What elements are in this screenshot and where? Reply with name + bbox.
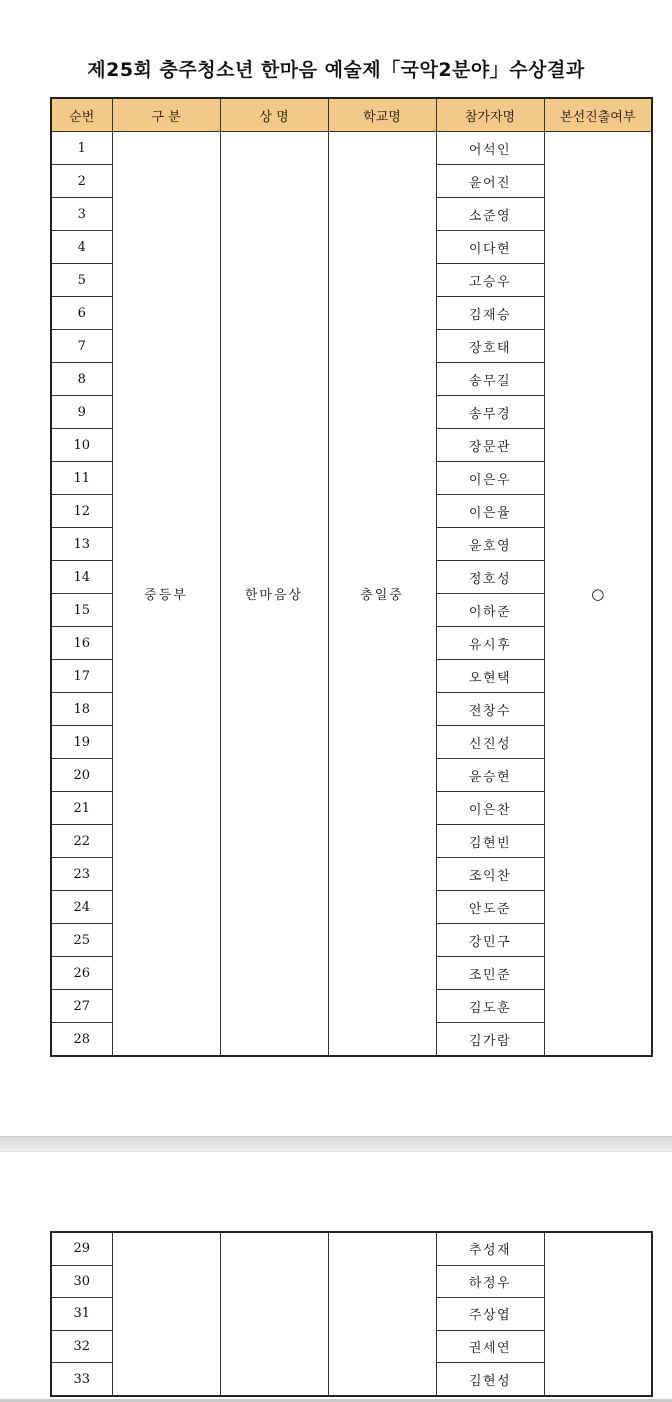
row-number: 9 (51, 396, 112, 429)
participant-name: 김도훈 (436, 990, 544, 1023)
row-number: 16 (51, 627, 112, 660)
participant-name: 전창수 (436, 693, 544, 726)
row-number: 11 (51, 462, 112, 495)
row-number: 19 (51, 726, 112, 759)
participant-name: 권세연 (436, 1330, 544, 1363)
participant-name: 윤어진 (436, 165, 544, 198)
page-break-divider (0, 1136, 672, 1152)
row-number: 17 (51, 660, 112, 693)
row-number: 26 (51, 957, 112, 990)
row-number: 8 (51, 363, 112, 396)
participant-name: 안도준 (436, 891, 544, 924)
row-number: 22 (51, 825, 112, 858)
row-number: 32 (51, 1330, 112, 1363)
row-number: 29 (51, 1232, 112, 1265)
participant-name: 송무경 (436, 396, 544, 429)
finals-status-cell-cont (544, 1232, 652, 1396)
division-cell: 중등부 (112, 132, 220, 1057)
participant-name: 이은율 (436, 495, 544, 528)
participant-name: 신진성 (436, 726, 544, 759)
row-number: 6 (51, 297, 112, 330)
participant-name: 이다현 (436, 231, 544, 264)
participant-name: 김재승 (436, 297, 544, 330)
participant-name: 조민준 (436, 957, 544, 990)
row-number: 31 (51, 1298, 112, 1331)
row-number: 2 (51, 165, 112, 198)
participant-name: 이은찬 (436, 792, 544, 825)
participant-name: 윤승현 (436, 759, 544, 792)
row-number: 24 (51, 891, 112, 924)
table-row (51, 132, 652, 165)
participant-name: 고승우 (436, 264, 544, 297)
table-row (51, 1232, 652, 1265)
document-title: 제25회 충주청소년 한마음 예술제「국악2분야」수상결과 (87, 59, 585, 81)
participant-name: 어석인 (436, 132, 544, 165)
table-body-page1 (51, 132, 652, 1057)
row-number: 20 (51, 759, 112, 792)
results-table-page2 (50, 1231, 653, 1397)
header-division: 구 분 (112, 98, 220, 132)
row-number: 10 (51, 429, 112, 462)
row-number: 5 (51, 264, 112, 297)
participant-name: 윤호영 (436, 528, 544, 561)
header-participant: 참가자명 (436, 98, 544, 132)
participant-name: 김현성 (436, 1363, 544, 1396)
row-number: 27 (51, 990, 112, 1023)
participant-name: 소준영 (436, 198, 544, 231)
results-table-page1 (50, 97, 653, 1057)
school-cell: 충일중 (328, 132, 436, 1057)
participant-name: 이하준 (436, 594, 544, 627)
row-number: 7 (51, 330, 112, 363)
row-number: 28 (51, 1023, 112, 1057)
table-body-page2 (51, 1232, 652, 1396)
participant-name: 김현빈 (436, 825, 544, 858)
participant-name: 장호태 (436, 330, 544, 363)
finals-status-cell (544, 132, 652, 1057)
division-cell-cont (112, 1232, 220, 1396)
row-number: 13 (51, 528, 112, 561)
participant-name: 유시후 (436, 627, 544, 660)
row-number: 18 (51, 693, 112, 726)
row-number: 12 (51, 495, 112, 528)
participant-name: 조익찬 (436, 858, 544, 891)
row-number: 30 (51, 1265, 112, 1298)
participant-name: 이은우 (436, 462, 544, 495)
row-number: 21 (51, 792, 112, 825)
participant-name: 추성재 (436, 1232, 544, 1265)
participant-name: 정호성 (436, 561, 544, 594)
row-number: 33 (51, 1363, 112, 1396)
table-header-row (51, 98, 652, 132)
row-number: 1 (51, 132, 112, 165)
participant-name: 장문관 (436, 429, 544, 462)
participant-name: 송무길 (436, 363, 544, 396)
row-number: 23 (51, 858, 112, 891)
participant-name: 강민구 (436, 924, 544, 957)
header-award: 상 명 (220, 98, 328, 132)
row-number: 15 (51, 594, 112, 627)
participant-name: 하정우 (436, 1265, 544, 1298)
header-no: 순번 (51, 98, 112, 132)
row-number: 14 (51, 561, 112, 594)
award-cell: 한마음상 (220, 132, 328, 1057)
row-number: 4 (51, 231, 112, 264)
participant-name: 오현택 (436, 660, 544, 693)
header-finals: 본선진출여부 (544, 98, 652, 132)
school-cell-cont (328, 1232, 436, 1396)
participant-name: 주상엽 (436, 1298, 544, 1331)
finals-mark: ○ (591, 584, 605, 603)
award-cell-cont (220, 1232, 328, 1396)
row-number: 25 (51, 924, 112, 957)
participant-name: 김가람 (436, 1023, 544, 1057)
row-number: 3 (51, 198, 112, 231)
header-school: 학교명 (328, 98, 436, 132)
